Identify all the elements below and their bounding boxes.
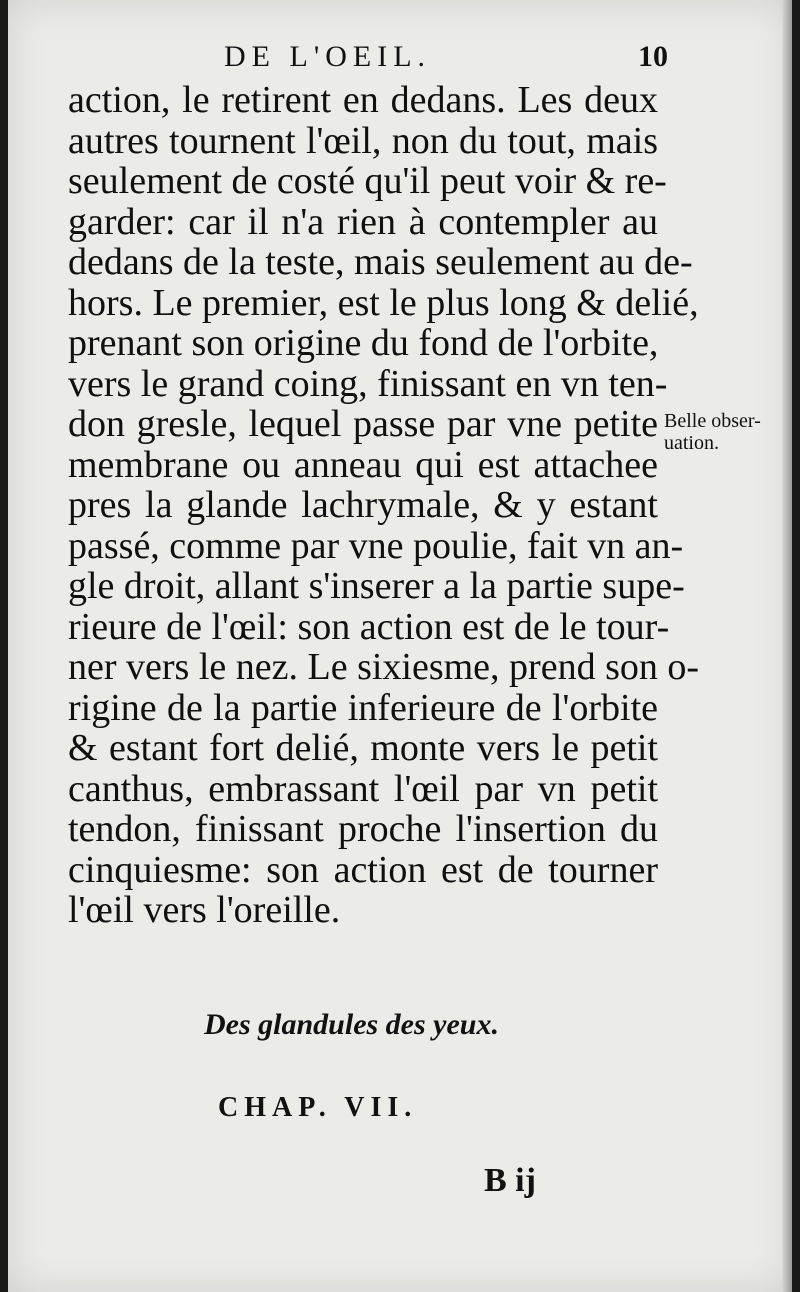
text-line: dedans de la teste, mais seulement au de-	[68, 241, 693, 283]
text-line: hors. Le premier, est le plus long & delié,	[68, 281, 699, 324]
text-line: don gresle, lequel passe par vne petite	[68, 403, 658, 445]
text-line: l'œil vers l'oreille.	[68, 889, 341, 931]
text-line: canthus, embrassant l'œil par vn petit	[68, 767, 658, 810]
margin-note-line: uation.	[664, 432, 719, 454]
running-header	[128, 40, 668, 80]
text-line: cinquiesme: son action est de tourner	[68, 848, 658, 891]
text-line: garder: car il n'a rien à contempler au	[68, 200, 658, 243]
signature-mark: B ij	[484, 1162, 536, 1199]
margin-note	[664, 410, 774, 454]
chapter-heading: CHAP. VII.	[218, 1092, 418, 1123]
text-line: tendon, finissant proche l'insertion du	[68, 808, 658, 850]
text-line: vers le grand coing, finissant en vn ten-	[68, 362, 668, 405]
margin-note-line: Belle obser-	[664, 410, 761, 432]
book-page	[8, 0, 792, 1292]
text-line: rieure de l'œil: son action est de le tour-	[68, 605, 670, 648]
text-line: ner vers le nez. Le sixiesme, prend son o-	[68, 646, 700, 688]
section-heading: Des glandules des yeux.	[204, 1008, 499, 1041]
text-line: prenant son origine du fond de l'orbite,	[68, 322, 659, 364]
running-title: DE L'OEIL.	[224, 40, 432, 73]
text-line: & estant fort delié, monte vers le petit	[68, 727, 658, 769]
text-line: rigine de la partie inferieure de l'orbite	[68, 686, 658, 729]
page-edge	[782, 0, 792, 1292]
text-line: seulement de costé qu'il peut voir & re-	[68, 160, 667, 202]
text-line: membrane ou anneau qui est attachee	[68, 443, 658, 486]
page-number: 10	[638, 40, 668, 73]
text-line: pres la glande lachrymale, & y estant	[68, 484, 658, 526]
text-line: autres tournent l'œil, non du tout, mais	[68, 119, 658, 162]
text-line: action, le retirent en dedans. Les deux	[68, 79, 658, 121]
text-line: gle droit, allant s'inserer a la partie supe-	[68, 565, 685, 607]
text-line: passé, comme par vne poulie, fait vn an-	[68, 524, 684, 567]
